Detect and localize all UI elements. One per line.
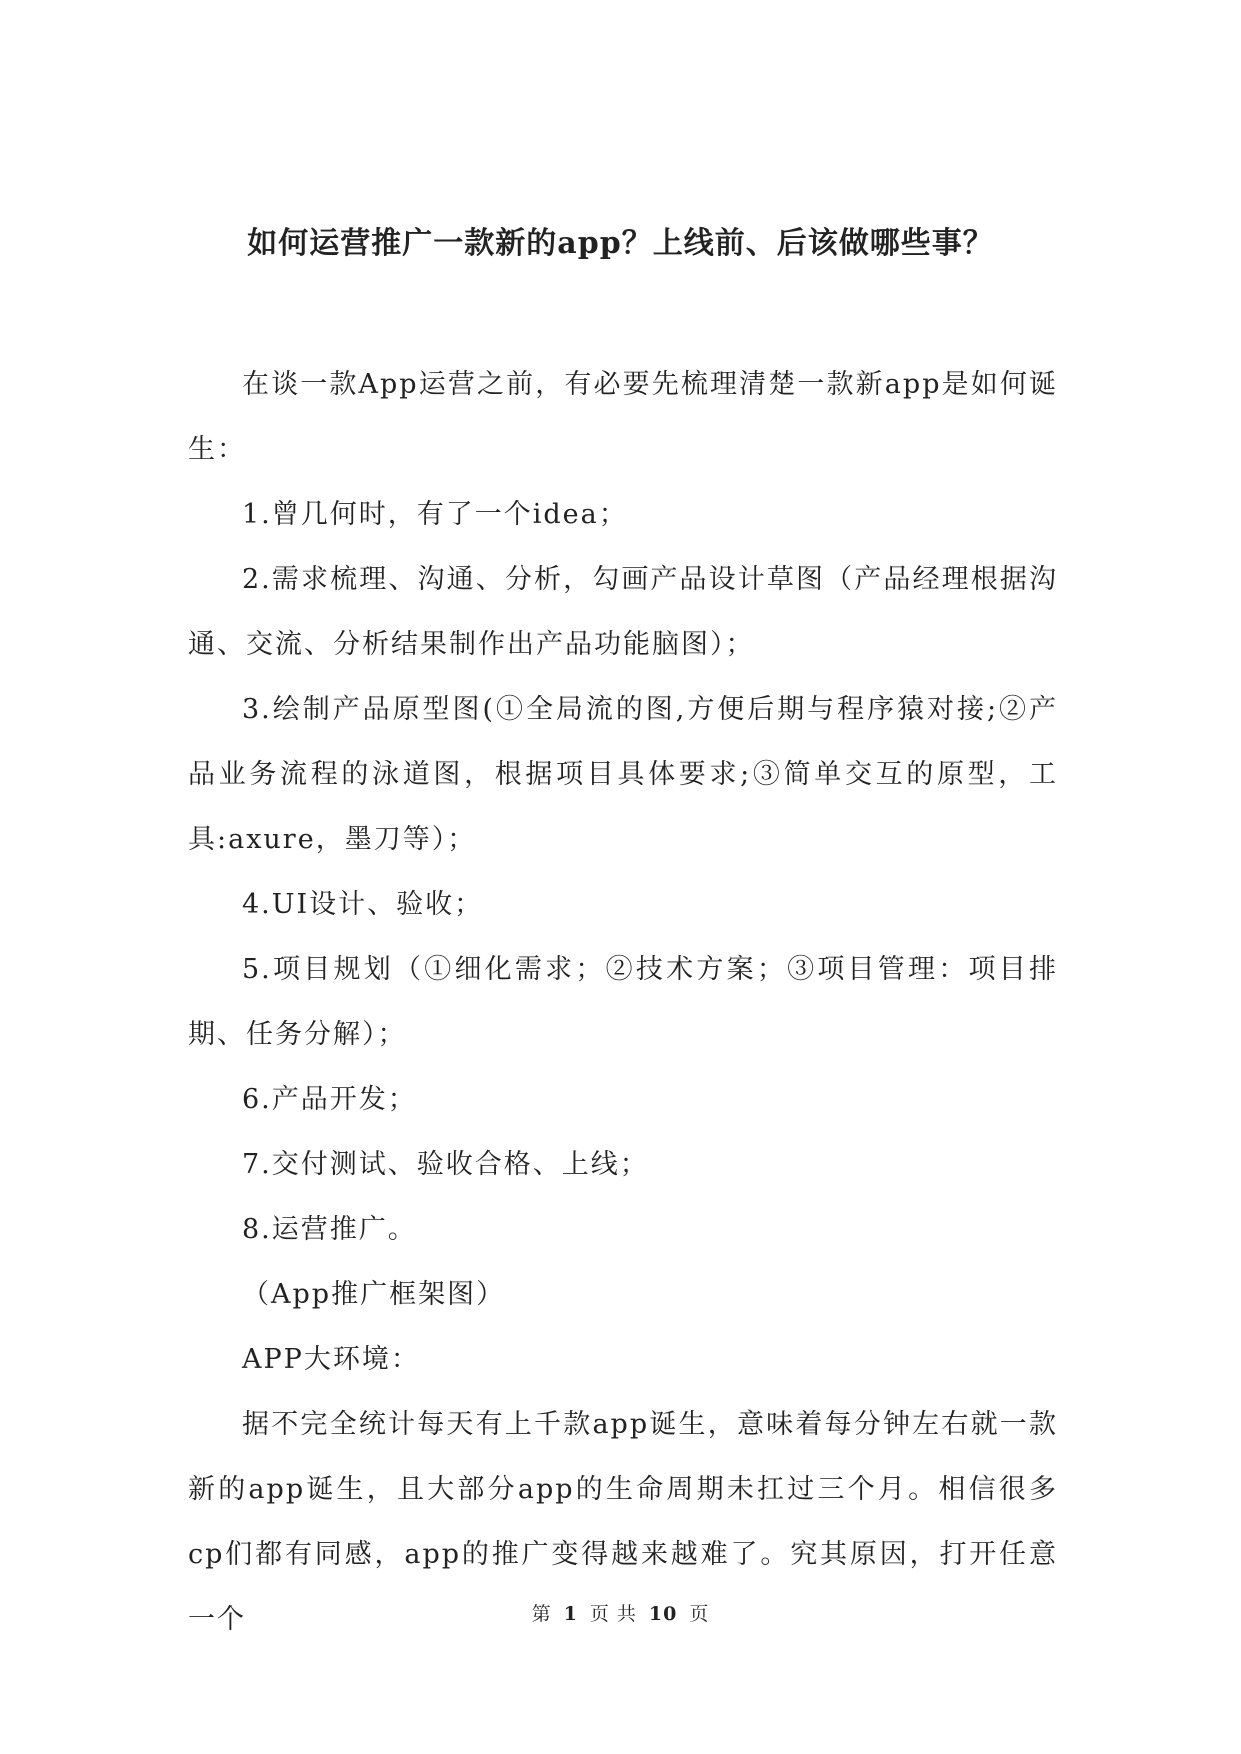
paragraph-step-5: 5.项目规划（①细化需求；②技术方案；③项目管理：项目排期、任务分解）； — [188, 954, 1058, 1050]
paragraph-step-1: 1.曾几何时，有了一个idea； — [242, 499, 628, 530]
paragraph-environment: 据不完全统计每天有上千款app诞生，意味着每分钟左右就一款新的app诞生，且大部分app的生命周期未扛过三个月。相信很多cp们都有同感，app的推广变得越来越难了。究其原因，打开任意一个 — [188, 1409, 1058, 1635]
paragraph-step-8: 8.运营推广。 — [242, 1214, 417, 1245]
footer-prefix: 第 — [531, 1603, 552, 1625]
page-footer — [0, 1602, 1241, 1626]
paragraph-step-7: 7.交付测试、验收合格、上线； — [242, 1149, 649, 1180]
footer-middle: 页 共 — [589, 1603, 637, 1625]
paragraph-step-6: 6.产品开发； — [242, 1084, 417, 1115]
section-heading: APP大环境： — [242, 1344, 420, 1375]
figure-caption: （App推广框架图） — [242, 1279, 506, 1310]
footer-total-pages: 10 — [648, 1603, 678, 1625]
paragraph-step-3: 3.绘制产品原型图(①全局流的图,方便后期与程序猿对接;②产品业务流程的泳道图，根据项目具体要求;③简单交互的原型，工具:axure，墨刀等）； — [188, 694, 1058, 855]
paragraph-step-4: 4.UI设计、验收； — [242, 889, 484, 920]
document-body — [188, 352, 1058, 1652]
paragraph-intro: 在谈一款App运营之前，有必要先梳理清楚一款新app是如何诞生： — [188, 369, 1058, 465]
footer-suffix: 页 — [689, 1603, 710, 1625]
document-title: 如何运营推广一款新的app？上线前、后该做哪些事？ — [247, 226, 994, 261]
paragraph-step-2: 2.需求梳理、沟通、分析，勾画产品设计草图（产品经理根据沟通、交流、分析结果制作出产品功能脑图）； — [188, 564, 1058, 660]
footer-page-number: 1 — [563, 1603, 578, 1625]
